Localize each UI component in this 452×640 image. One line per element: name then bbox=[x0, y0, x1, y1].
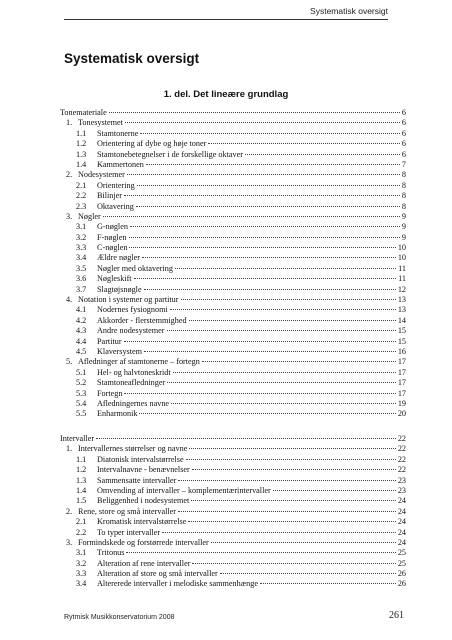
toc-entry-page: 9 bbox=[401, 211, 406, 221]
toc-entry-number: 2.1 bbox=[76, 180, 87, 190]
toc-entry-label: Kromatisk intervalstørrelse bbox=[97, 517, 187, 527]
toc-entry-page: 16 bbox=[397, 346, 406, 356]
toc-entry-page: 24 bbox=[397, 506, 406, 516]
toc-dot-leader bbox=[181, 299, 396, 300]
toc-entry-page: 24 bbox=[397, 527, 406, 537]
toc-dot-leader bbox=[139, 413, 395, 414]
toc-entry-number: 2.2 bbox=[76, 527, 87, 537]
toc-entry-page: 6 bbox=[401, 118, 406, 128]
toc-entry-number: 4.3 bbox=[76, 326, 87, 336]
toc-entry-number: 3.1 bbox=[76, 222, 87, 232]
table-of-contents-part-1 bbox=[60, 108, 406, 420]
toc-entry[interactable] bbox=[60, 559, 406, 569]
toc-entry[interactable] bbox=[60, 243, 406, 253]
toc-entry[interactable] bbox=[60, 222, 406, 232]
toc-entry[interactable] bbox=[60, 496, 406, 506]
toc-entry-number: 5.3 bbox=[76, 388, 87, 398]
toc-entry-page: 13 bbox=[397, 305, 406, 315]
toc-dot-leader bbox=[175, 268, 396, 269]
toc-entry-number: 2. bbox=[66, 506, 73, 516]
toc-dot-leader bbox=[146, 164, 400, 165]
toc-entry-label: Orientering af dybe og høje toner bbox=[97, 139, 207, 149]
toc-dot-leader bbox=[178, 480, 395, 481]
toc-entry-label: Altererede intervaller i melodiske sammenhænge bbox=[97, 579, 258, 589]
toc-entry[interactable] bbox=[60, 389, 406, 399]
toc-entry[interactable] bbox=[60, 378, 406, 388]
toc-entry-page: 8 bbox=[401, 180, 406, 190]
toc-entry-page: 12 bbox=[397, 284, 406, 294]
toc-entry-page: 15 bbox=[397, 326, 406, 336]
toc-entry[interactable] bbox=[60, 108, 406, 118]
toc-entry-number: 1.4 bbox=[76, 485, 87, 495]
toc-entry-label: Tonesystemet bbox=[78, 118, 123, 128]
toc-entry-number: 2. bbox=[66, 170, 73, 180]
toc-entry-page: 10 bbox=[397, 253, 406, 263]
toc-entry-label: Alteration af store og små intervaller bbox=[97, 569, 218, 579]
toc-entry[interactable] bbox=[60, 357, 406, 367]
toc-entry-number: 5. bbox=[66, 357, 73, 367]
toc-entry-label: Kammertonen bbox=[97, 159, 144, 169]
toc-entry-number: 3.5 bbox=[76, 263, 87, 273]
toc-entry-number: 5.5 bbox=[76, 409, 87, 419]
toc-entry[interactable] bbox=[60, 118, 406, 128]
toc-entry-number: 4.1 bbox=[76, 305, 87, 315]
toc-entry-number: 1.1 bbox=[76, 128, 87, 138]
toc-dot-leader bbox=[129, 237, 400, 238]
toc-entry-page: 17 bbox=[397, 367, 406, 377]
toc-entry[interactable] bbox=[60, 486, 406, 496]
toc-entry-page: 22 bbox=[397, 454, 406, 464]
toc-dot-leader bbox=[167, 330, 396, 331]
toc-dot-leader bbox=[124, 341, 396, 342]
toc-entry-label: Akkorder - flerstemmighed bbox=[97, 315, 187, 325]
toc-entry-number: 3.2 bbox=[76, 558, 87, 568]
toc-entry[interactable] bbox=[60, 326, 406, 336]
toc-dot-leader bbox=[186, 459, 396, 460]
toc-entry-number: 1.5 bbox=[76, 496, 87, 506]
toc-dot-leader bbox=[260, 583, 396, 584]
toc-entry-page: 22 bbox=[397, 465, 406, 475]
toc-entry[interactable] bbox=[60, 264, 406, 274]
toc-entry-label: Nøgleskift bbox=[97, 274, 132, 284]
toc-entry-label: Tonemateriale bbox=[60, 108, 107, 117]
toc-dot-leader bbox=[208, 143, 400, 144]
toc-dot-leader bbox=[188, 521, 395, 522]
toc-entry-page: 20 bbox=[397, 409, 406, 419]
toc-entry-number: 4.4 bbox=[76, 336, 87, 346]
table-of-contents-part-2 bbox=[60, 434, 406, 590]
toc-entry-page: 25 bbox=[397, 548, 406, 558]
toc-entry-number: 3.7 bbox=[76, 284, 87, 294]
toc-entry[interactable] bbox=[60, 409, 406, 419]
toc-entry-label: Omvending af intervaller – komplementærintervaller bbox=[97, 485, 271, 495]
toc-entry-label: Orientering bbox=[97, 180, 135, 190]
toc-entry-number: 1. bbox=[66, 118, 73, 128]
toc-entry-page: 17 bbox=[397, 378, 406, 388]
toc-entry-label: G-nøglen bbox=[97, 222, 128, 232]
toc-entry-page: 6 bbox=[401, 108, 406, 117]
toc-entry-label: Intervaller bbox=[60, 434, 95, 443]
toc-entry[interactable] bbox=[60, 507, 406, 517]
toc-entry-page: 10 bbox=[397, 243, 406, 253]
toc-entry-page: 15 bbox=[397, 336, 406, 346]
footer-page-number: 261 bbox=[389, 610, 404, 621]
toc-entry-page: 8 bbox=[401, 170, 406, 180]
toc-entry[interactable] bbox=[60, 181, 406, 191]
toc-entry-number: 1.1 bbox=[76, 454, 87, 464]
toc-entry-page: 17 bbox=[397, 388, 406, 398]
toc-dot-leader bbox=[129, 247, 395, 248]
toc-entry-page: 26 bbox=[397, 569, 406, 579]
toc-entry-page: 6 bbox=[401, 139, 406, 149]
toc-entry[interactable] bbox=[60, 569, 406, 579]
toc-entry-page: 23 bbox=[397, 485, 406, 495]
toc-dot-leader bbox=[191, 500, 395, 501]
toc-entry-label: Intervallernes størrelser og navne bbox=[78, 444, 188, 454]
toc-entry-number: 3.4 bbox=[76, 579, 87, 589]
toc-dot-leader bbox=[192, 469, 396, 470]
toc-entry[interactable] bbox=[60, 212, 406, 222]
toc-entry-number: 3.4 bbox=[76, 253, 87, 263]
toc-entry[interactable] bbox=[60, 316, 406, 326]
toc-dot-leader bbox=[124, 393, 395, 394]
toc-dot-leader bbox=[134, 278, 397, 279]
toc-dot-leader bbox=[124, 195, 400, 196]
toc-entry-page: 25 bbox=[397, 558, 406, 568]
toc-entry-number: 3.3 bbox=[76, 569, 87, 579]
toc-entry[interactable] bbox=[60, 538, 406, 548]
toc-dot-leader bbox=[125, 122, 400, 123]
toc-entry-page: 8 bbox=[401, 201, 406, 211]
toc-entry-page: 24 bbox=[397, 496, 406, 506]
toc-dot-leader bbox=[173, 372, 396, 373]
toc-entry-number: 3. bbox=[66, 211, 73, 221]
toc-entry-page: 24 bbox=[397, 517, 406, 527]
toc-dot-leader bbox=[273, 490, 396, 491]
toc-entry-label: F-nøglen bbox=[97, 232, 127, 242]
toc-entry-number: 3.1 bbox=[76, 548, 87, 558]
toc-entry[interactable] bbox=[60, 476, 406, 486]
toc-entry[interactable] bbox=[60, 548, 406, 558]
toc-entry-page: 8 bbox=[401, 191, 406, 201]
toc-dot-leader bbox=[167, 382, 396, 383]
toc-entry[interactable] bbox=[60, 337, 406, 347]
toc-entry[interactable] bbox=[60, 160, 406, 170]
toc-entry-number: 1.2 bbox=[76, 139, 87, 149]
toc-dot-leader bbox=[220, 573, 396, 574]
toc-entry-label: C-nøglen bbox=[97, 243, 128, 253]
toc-entry-number: 5.2 bbox=[76, 378, 87, 388]
toc-entry[interactable] bbox=[60, 253, 406, 263]
toc-entry-label: Alteration af rene intervaller bbox=[97, 558, 191, 568]
toc-entry-number: 1. bbox=[66, 444, 73, 454]
toc-entry-number: 3.3 bbox=[76, 243, 87, 253]
toc-entry-page: 6 bbox=[401, 128, 406, 138]
toc-entry-label: Intervalnavne - benævnelser bbox=[97, 465, 190, 475]
toc-entry-number: 4.2 bbox=[76, 315, 87, 325]
toc-entry-label: Formindskede og forstørrede intervaller bbox=[78, 537, 209, 547]
toc-entry-label: Notation i systemer og partitur bbox=[78, 295, 179, 305]
toc-entry-label: Bilinjer bbox=[97, 191, 123, 201]
toc-entry-label: Andre nodesystemer bbox=[97, 326, 165, 336]
toc-dot-leader bbox=[127, 174, 400, 175]
toc-entry-label: Stamtonerne bbox=[97, 128, 139, 138]
toc-entry-number: 5.1 bbox=[76, 367, 87, 377]
toc-entry-label: Diatonisk intervalstørrelse bbox=[97, 454, 184, 464]
toc-entry-label: Klaversystem bbox=[97, 346, 143, 356]
toc-entry[interactable] bbox=[60, 295, 406, 305]
toc-entry-label: Tritonus bbox=[97, 548, 125, 558]
toc-entry-page: 7 bbox=[401, 159, 406, 169]
toc-entry-label: To typer intervaller bbox=[97, 527, 161, 537]
toc-dot-leader bbox=[178, 511, 396, 512]
toc-dot-leader bbox=[142, 257, 396, 258]
running-header: Systematisk oversigt bbox=[310, 6, 388, 16]
toc-dot-leader bbox=[126, 552, 395, 553]
toc-entry[interactable] bbox=[60, 139, 406, 149]
toc-entry[interactable] bbox=[60, 274, 406, 284]
toc-dot-leader bbox=[245, 154, 400, 155]
toc-dot-leader bbox=[144, 351, 396, 352]
toc-entry[interactable] bbox=[60, 399, 406, 409]
toc-entry[interactable] bbox=[60, 285, 406, 295]
toc-dot-leader bbox=[170, 309, 396, 310]
toc-entry-label: Stamtoneafledninger bbox=[97, 378, 166, 388]
toc-entry-page: 9 bbox=[401, 232, 406, 242]
toc-dot-leader bbox=[130, 226, 400, 227]
toc-entry[interactable] bbox=[60, 347, 406, 357]
toc-dot-leader bbox=[189, 320, 396, 321]
toc-entry-label: Slagtøjsnøgle bbox=[97, 284, 142, 294]
toc-entry-label: Hel- og halvtoneskridt bbox=[97, 367, 171, 377]
toc-entry[interactable] bbox=[60, 528, 406, 538]
toc-entry-number: 4. bbox=[66, 295, 73, 305]
toc-entry-number: 3.2 bbox=[76, 232, 87, 242]
toc-entry[interactable] bbox=[60, 465, 406, 475]
page-title: Systematisk oversigt bbox=[64, 51, 200, 66]
toc-entry-number: 2.3 bbox=[76, 201, 87, 211]
toc-entry-page: 24 bbox=[397, 537, 406, 547]
toc-entry-page: 6 bbox=[401, 149, 406, 159]
toc-entry-label: Beliggenhed i nodesystemet bbox=[97, 496, 190, 506]
toc-entry[interactable] bbox=[60, 444, 406, 454]
toc-dot-leader bbox=[96, 438, 396, 439]
toc-entry[interactable] bbox=[60, 191, 406, 201]
toc-dot-leader bbox=[211, 542, 396, 543]
toc-entry[interactable] bbox=[60, 517, 406, 527]
toc-dot-leader bbox=[136, 206, 400, 207]
page-subtitle: 1. del. Det lineære grundlag bbox=[163, 89, 289, 100]
toc-entry-label: Stamtonebetegnelser i de forskellige oktaver bbox=[97, 149, 243, 159]
toc-entry[interactable] bbox=[60, 579, 406, 589]
toc-entry-number: 5.4 bbox=[76, 398, 87, 408]
toc-entry[interactable] bbox=[60, 129, 406, 139]
toc-entry-number: 2.2 bbox=[76, 191, 87, 201]
toc-entry-label: Nodernes fysiognomi bbox=[97, 305, 168, 315]
toc-entry-page: 11 bbox=[398, 263, 406, 273]
toc-entry-label: Partitur bbox=[97, 336, 122, 346]
toc-entry[interactable] bbox=[60, 150, 406, 160]
toc-entry[interactable] bbox=[60, 233, 406, 243]
toc-entry-number: 1.2 bbox=[76, 465, 87, 475]
toc-dot-leader bbox=[171, 403, 396, 404]
toc-entry-label: Fortegn bbox=[97, 388, 123, 398]
toc-entry-label: Rene, store og små intervaller bbox=[78, 506, 176, 516]
toc-entry-number: 1.3 bbox=[76, 475, 87, 485]
toc-dot-leader bbox=[109, 112, 400, 113]
toc-entry-label: Nodesystemer bbox=[78, 170, 125, 180]
toc-entry[interactable] bbox=[60, 202, 406, 212]
toc-entry-number: 1.4 bbox=[76, 159, 87, 169]
toc-entry-page: 26 bbox=[397, 579, 406, 589]
toc-dot-leader bbox=[140, 133, 400, 134]
toc-entry-number: 2.1 bbox=[76, 517, 87, 527]
toc-entry[interactable] bbox=[60, 170, 406, 180]
toc-dot-leader bbox=[189, 448, 395, 449]
toc-entry-number: 4.5 bbox=[76, 346, 87, 356]
toc-dot-leader bbox=[202, 361, 396, 362]
toc-entry-label: Nøgler bbox=[78, 211, 101, 221]
toc-dot-leader bbox=[162, 532, 396, 533]
toc-entry-label: Afledningernes navne bbox=[97, 398, 170, 408]
toc-entry-page: 11 bbox=[398, 274, 406, 284]
toc-entry[interactable] bbox=[60, 434, 406, 444]
toc-entry-label: Nøgler med oktavering bbox=[97, 263, 173, 273]
toc-dot-leader bbox=[137, 185, 400, 186]
toc-entry-label: Sammensatte intervaller bbox=[97, 475, 177, 485]
toc-entry-number: 1.3 bbox=[76, 149, 87, 159]
header-rule bbox=[64, 19, 388, 20]
toc-dot-leader bbox=[192, 563, 395, 564]
footer-publisher: Rytmisk Musikkonservatorium 2008 bbox=[64, 614, 175, 621]
toc-entry-page: 19 bbox=[397, 398, 406, 408]
toc-entry-label: Ældre nøgler bbox=[97, 253, 140, 263]
toc-entry-page: 14 bbox=[397, 315, 406, 325]
toc-entry-label: Enharmonik bbox=[97, 409, 138, 419]
toc-entry-page: 22 bbox=[397, 444, 406, 454]
toc-entry[interactable] bbox=[60, 368, 406, 378]
toc-entry-page: 13 bbox=[397, 295, 406, 305]
toc-entry-label: Oktavering bbox=[97, 201, 134, 211]
toc-entry-page: 23 bbox=[397, 475, 406, 485]
toc-entry[interactable] bbox=[60, 455, 406, 465]
toc-dot-leader bbox=[144, 289, 396, 290]
toc-entry-page: 17 bbox=[397, 357, 406, 367]
toc-entry-label: Afledninger af stamtonerne – fortegn bbox=[78, 357, 200, 367]
toc-entry[interactable] bbox=[60, 305, 406, 315]
toc-entry-number: 3.6 bbox=[76, 274, 87, 284]
toc-entry-number: 3. bbox=[66, 537, 73, 547]
toc-dot-leader bbox=[103, 216, 400, 217]
toc-entry-page: 22 bbox=[397, 434, 406, 443]
toc-entry-page: 9 bbox=[401, 222, 406, 232]
